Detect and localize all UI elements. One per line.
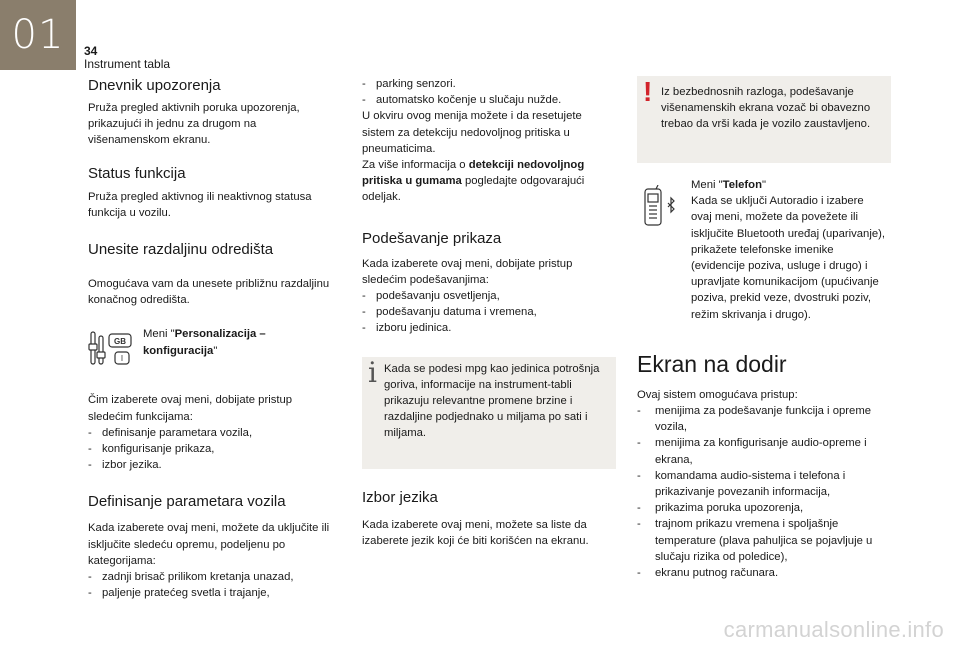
watermark: carmanualsonline.info [723,617,944,642]
paragraph: Čim izaberete ovaj meni, dobijate pristup sledećim funkcijama: [88,394,293,423]
menu-label: Meni "Telefon" [691,179,766,191]
menu-label: Meni "Personalizacija – konfiguracija" [143,328,266,357]
list-item: - konfigurisanje prikaza, [88,441,333,457]
heading-izbor-jezika: Izbor jezika [362,488,438,506]
info-icon: i [368,355,377,389]
info-note [362,357,616,469]
menu-personalizacija [88,326,333,370]
list-item: - paljenje pratećeg svetla i trajanje, [88,585,333,601]
list-item: - parking senzori. [362,76,616,92]
settings-list [362,288,616,337]
warning-text: Iz bezbednosnih razloga, podešavanje višenamenskih ekrana vozač bi obavezno trebao da vrši kada je vozilo zaustavljeno. [661,86,871,131]
settings-sliders-icon [88,330,143,370]
access-list [637,403,891,581]
list-item: - trajnom prikazu vremena i spoljašnje temperature (plava pahuljica se pojavljuje u slučaju rizika od poledice), [637,516,891,565]
list-item: - menijima za podešavanje funkcija i opreme vozila, [637,403,891,435]
phone-description: Kada se uključi Autoradio i izabere ovaj meni, možete da povežete ili isključite Bluetooth uređaj (uparivanje), prikažete telefonske imenike (evidencije poziva, usluge i drugo) i upravljate komunikacijom (upućivanje poziva, prekid veze, dvostruki poziv, režim skrivanja i drugo). [691,195,886,321]
paragraph: Kada izaberete ovaj meni, dobijate pristup sledećim podešavanjima: [362,257,573,286]
chapter-number: 01 [11,12,65,58]
column-1 [88,76,333,601]
chapter-tab [0,0,76,70]
list-item: - zadnji brisač prilikom kretanja unazad, [88,569,333,585]
page-number: 34 [84,44,98,58]
phone-bluetooth-icon [637,177,691,323]
heading-podesavanje: Podešavanje prikaza [362,229,502,247]
menu-telefon [637,177,891,323]
equipment-list-cont [362,76,616,108]
heading-status: Status funkcija [88,164,186,182]
list-item: - izboru jedinica. [362,320,616,336]
section-title: Instrument tabla [84,57,171,71]
heading-dnevnik: Dnevnik upozorenja [88,77,221,94]
menu-name: Personalizacija – konfiguracija [143,328,266,357]
list-item: - podešavanju datuma i vremena, [362,304,616,320]
heading-razdaljina: Unesite razdaljinu odredišta [88,241,274,259]
column-2 [362,76,616,549]
paragraph: Ovaj sistem omogućava pristup: [637,388,798,401]
list-item: - ekranu putnog računara. [637,565,891,581]
reference-bold: detekciji nedovoljnog pritiska u gumama [362,159,585,188]
list-item: - komandama audio-sistema i telefona i prikazivanje povezanih informacija, [637,468,891,500]
paragraph: Pruža pregled aktivnih poruka upozorenja, prikazujući ih jednu za drugom na višenamenskom ekranu. [88,102,300,147]
menu-name: Telefon [722,179,762,191]
list-item: - menijima za konfigurisanje audio-opreme i ekrana, [637,435,891,467]
list-item: - definisanje parametara vozila, [88,425,333,441]
paragraph: Omogućava vam da unesete približnu razdaljinu konačnog odredišta. [88,278,330,307]
equipment-list [88,569,333,601]
paragraph-reference: Za više informacija o detekciji nedovoljnog pritiska u gumama pogledajte odgovarajući odeljak. [362,159,585,204]
gb-label: GB [114,337,126,347]
warning-note [637,76,891,163]
column-3 [637,76,891,581]
heading-parametri: Definisanje parametara vozila [88,493,286,511]
warning-exclamation-icon: ! [643,76,653,107]
paragraph: Kada izaberete ovaj meni, možete da uključite ili isključite sledeću opremu, podeljenu po kategorijama: [88,522,330,567]
i-label: I [120,354,124,364]
function-list [88,425,333,474]
phone-menu-text [691,177,887,323]
list-item: - podešavanju osvetljenja, [362,288,616,304]
paragraph: Pruža pregled aktivnog ili neaktivnog statusa funkcija u vozilu. [88,190,312,219]
heading-ekran-na-dodir: Ekran na dodir [637,350,787,377]
info-text: Kada se podesi mpg kao jedinica potrošnja goriva, informacije na instrument-tabli prikazuju relevantne promene brzine i razdaljine podjednako u miljama po sati i miljama. [384,362,600,440]
paragraph: U okviru ovog menija možete i da resetujete sistem za detekciju nedovoljnog pritiska u pneumaticima. [362,110,582,155]
list-item: - prikazima poruka upozorenja, [637,500,891,516]
paragraph: Kada izaberete ovaj meni, možete sa liste da izaberete jezik koji će biti korišćen na ekranu. [362,518,589,547]
list-item: - automatsko kočenje u slučaju nužde. [362,92,616,108]
list-item: - izbor jezika. [88,457,333,473]
